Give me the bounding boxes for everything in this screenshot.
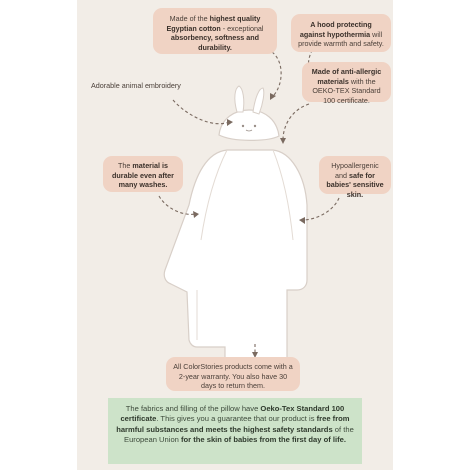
callout-highlight: absorbency, softness and durability.: [170, 33, 260, 52]
callout-highlight: safe for babies' sensitive skin.: [326, 170, 384, 199]
callout-durable: [103, 156, 183, 192]
callout-hypoallergenic: [319, 156, 391, 199]
bunny-ear-right: [253, 88, 264, 114]
callout-highlight: highest quality Egyptian cotton: [166, 14, 261, 33]
bunny-ear-left: [235, 86, 244, 112]
callout-text: The: [118, 161, 133, 170]
towel-body-shape: [164, 150, 307, 370]
arrow-cotton: [272, 52, 281, 96]
callout-hood: [291, 14, 391, 52]
certificate-highlight: free from harmful substances and meets the highest safety standards: [116, 414, 350, 434]
certificate-box: [108, 398, 362, 464]
callout-text: with the OEKO-TEX Standard 100 certificate.: [312, 76, 381, 105]
arrow-embroidery: [173, 100, 229, 124]
certificate-highlight: for the skin of babies from the first day of life.: [181, 435, 346, 445]
callout-anti-allergic: [302, 62, 391, 105]
callout-highlight: material is durable even after many washes.: [112, 161, 174, 189]
arrow-anti-allergic: [283, 104, 309, 140]
callout-highlight: Made of anti-allergic materials: [311, 67, 382, 86]
callout-highlight: A hood protecting against hypothermia: [299, 20, 372, 39]
callout-text: Hypoallergenic and: [331, 161, 379, 180]
callout-egyptian-cotton: [153, 8, 277, 54]
callout-text: - exceptional: [220, 23, 264, 33]
certificate-text: . This gives you a guarantee that our product is: [156, 414, 317, 424]
arrow-hypoallergenic: [303, 198, 339, 220]
callout-text: will provide warmth and safety.: [298, 29, 384, 48]
certificate-text: The fabrics and filling of the pillow have: [125, 404, 261, 413]
callout-warranty: All ColorStories products come with a 2-year warranty. You also have 30 days to return them.: [166, 357, 300, 391]
callout-text: Made of the: [169, 14, 210, 23]
product-infographic: [77, 0, 393, 470]
certificate-highlight: Oeko-Tex Standard 100 certificate: [120, 404, 345, 424]
label-embroidery: Adorable animal embroidery: [91, 81, 181, 90]
certificate-text: of the European Union: [124, 424, 354, 445]
